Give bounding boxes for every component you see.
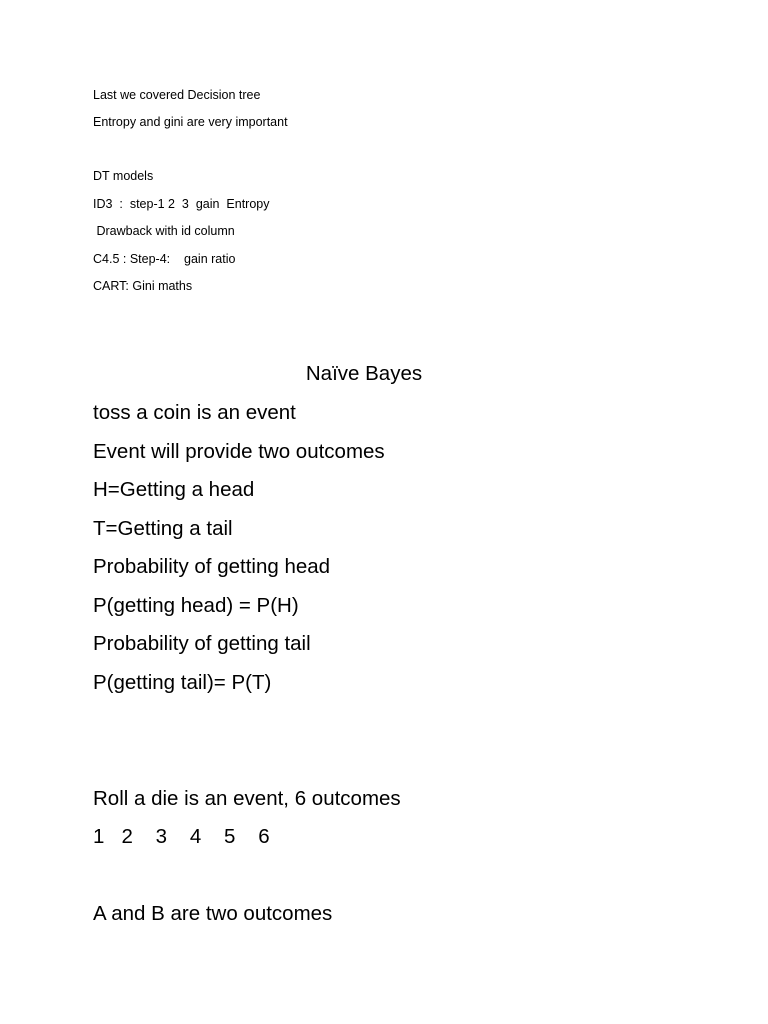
note-line: Drawback with id column [93,224,235,238]
die-numbers: 1 2 3 4 5 6 [93,825,270,848]
note-line: Last we covered Decision tree [93,88,261,102]
body-line: T=Getting a tail [93,517,233,540]
note-line: ID3 : step-1 2 3 gain Entropy [93,197,270,211]
body-line: Roll a die is an event, 6 outcomes [93,787,401,810]
body-line: P(getting tail)= P(T) [93,671,272,694]
note-line: C4.5 : Step-4: gain ratio [93,252,236,266]
body-line: Probability of getting head [93,555,331,578]
note-line: CART: Gini maths [93,279,193,293]
body-line: P(getting head) = P(H) [93,594,299,617]
body-line: Probability of getting tail [93,632,311,655]
note-line: Entropy and gini are very important [93,115,288,129]
note-line: DT models [93,169,154,183]
body-line: A and B are two outcomes [93,902,333,925]
section-title: Naïve Bayes [305,362,423,385]
body-line: toss a coin is an event [93,401,296,424]
body-line: H=Getting a head [93,478,255,501]
body-line: Event will provide two outcomes [93,440,385,463]
